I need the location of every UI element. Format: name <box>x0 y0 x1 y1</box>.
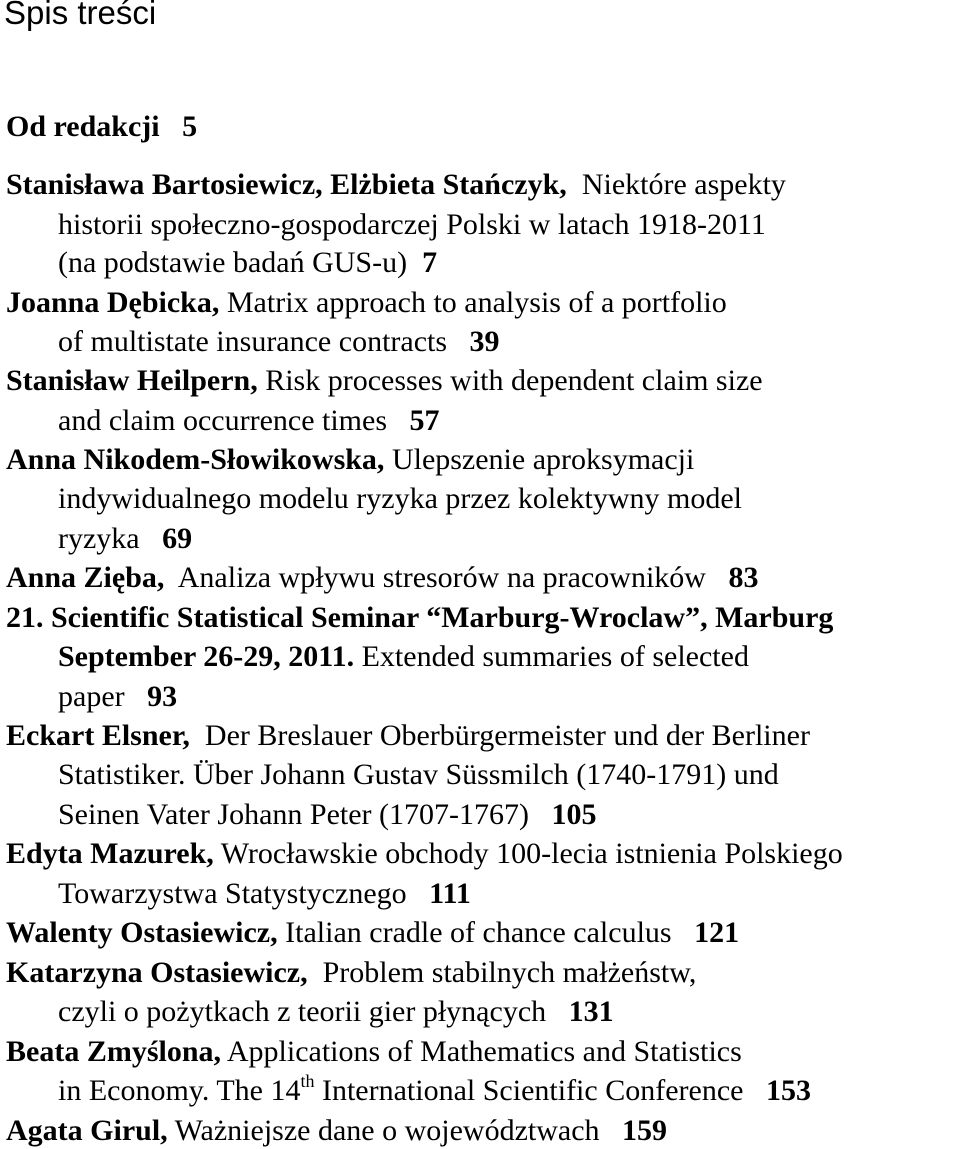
page-number: 131 <box>568 995 614 1028</box>
entry-title: historii społeczno-gospodarczej Polski w latach 1918-2011 <box>58 208 766 241</box>
entry-author: Stanisława Bartosiewicz, Elżbieta Stańczyk, <box>6 168 567 201</box>
page-number: 57 <box>409 404 440 437</box>
entry-title: Extended summaries of selected <box>361 640 749 673</box>
entry-title: Problem stabilnych małżeństw, <box>322 956 697 989</box>
toc-entry-line <box>58 208 766 242</box>
toc-entry-line <box>6 286 727 320</box>
toc-entry-line <box>58 798 597 832</box>
entry-title: Analiza wpływu stresorów na pracowników <box>177 561 706 594</box>
page-number: 105 <box>551 798 597 831</box>
entry-author: Eckart Elsner, <box>6 719 190 752</box>
toc-entry-line <box>6 956 696 990</box>
entry-title: in Economy. The 14 <box>58 1074 301 1107</box>
toc-entry-line <box>58 246 437 280</box>
entry-author: Anna Nikodem-Słowikowska, <box>6 443 385 476</box>
entry-title: Towarzystwa Statystycznego <box>58 877 407 910</box>
entry-title: Italian cradle of chance calculus <box>285 916 672 949</box>
entry-title: czyli o pożytkach z teorii gier płynących <box>58 995 547 1028</box>
entry-author: Beata Zmyślona, <box>6 1035 222 1068</box>
page-number: 121 <box>694 916 740 949</box>
entry-title: indywidualnego modelu ryzyka przez kolektywny model <box>58 482 742 515</box>
entry-title: Ważniejsze dane o województwach <box>174 1114 600 1147</box>
entry-title-bold: September 26-29, 2011. <box>58 640 355 673</box>
toc-entry-line <box>58 404 440 438</box>
toc-entry-line <box>58 325 500 359</box>
toc-entry-line <box>58 640 749 674</box>
page-number: 111 <box>429 877 471 910</box>
entry-title: Applications of Mathematics and Statistics <box>226 1035 742 1068</box>
page-number: 159 <box>622 1114 668 1147</box>
toc-entry-line <box>58 482 742 516</box>
toc-entry-line <box>6 1114 667 1148</box>
entry-title: 21. Scientific Statistical Seminar “Marburg-Wroclaw”, Marburg <box>6 601 834 634</box>
toc-entry-line <box>6 443 694 477</box>
page-number: 153 <box>765 1074 811 1107</box>
entry-author: Anna Zięba, <box>6 561 165 594</box>
entry-author: Katarzyna Ostasiewicz, <box>6 956 308 989</box>
toc-entry-line <box>6 601 833 635</box>
entry-title: ryzyka <box>58 522 140 555</box>
toc-entry-line <box>6 1035 742 1069</box>
toc-entry-line <box>58 1071 811 1108</box>
toc-entry-line <box>6 168 786 202</box>
toc-entry-line <box>6 837 843 871</box>
toc-entry-line <box>6 364 763 398</box>
page-number: 39 <box>469 325 500 358</box>
page-number: 69 <box>162 522 193 555</box>
page-number: 93 <box>147 680 178 713</box>
entry-author: Walenty Ostasiewicz, <box>6 916 278 949</box>
entry-title: Niektóre aspekty <box>581 168 786 201</box>
toc-entry-line <box>58 680 177 714</box>
page-number: 5 <box>182 110 198 143</box>
entry-title: Seinen Vater Johann Peter (1707-1767) <box>58 798 530 831</box>
ordinal-superscript: th <box>300 1071 315 1091</box>
toc-entry-line <box>58 758 779 792</box>
entry-author: Edyta Mazurek, <box>6 837 214 870</box>
page-number: 7 <box>422 246 438 279</box>
entry-author: Joanna Dębicka, <box>6 286 220 319</box>
entry-title: of multistate insurance contracts <box>58 325 448 358</box>
entry-title: Der Breslauer Oberbürgermeister und der Berliner <box>204 719 810 752</box>
entry-author: Stanisław Heilpern, <box>6 364 258 397</box>
page-title: Spis treści <box>4 0 157 31</box>
toc-entry-line <box>6 561 758 595</box>
entry-title: Od redakcji <box>6 110 160 143</box>
entry-title: (na podstawie badań GUS-u) <box>58 246 408 279</box>
toc-entry-editorial <box>6 110 197 144</box>
toc-entry-line <box>58 522 192 556</box>
entry-title: Wrocławskie obchody 100-lecia istnienia Polskiego <box>220 837 843 870</box>
entry-title: and claim occurrence times <box>58 404 388 437</box>
toc-entry-line <box>6 916 739 950</box>
entry-title: International Scientific Conference <box>321 1074 744 1107</box>
entry-title: Statistiker. Über Johann Gustav Süssmilch (1740-1791) und <box>58 758 779 791</box>
entry-title: Risk processes with dependent claim size <box>265 364 763 397</box>
entry-title: Ulepszenie aproksymacji <box>391 443 695 476</box>
toc-entry-line <box>6 719 810 753</box>
toc-entry-line <box>58 877 471 911</box>
entry-author: Agata Girul, <box>6 1114 168 1147</box>
page-number: 83 <box>728 561 759 594</box>
toc-entry-line <box>58 995 614 1029</box>
entry-title: Matrix approach to analysis of a portfolio <box>226 286 727 319</box>
entry-title: paper <box>58 680 125 713</box>
